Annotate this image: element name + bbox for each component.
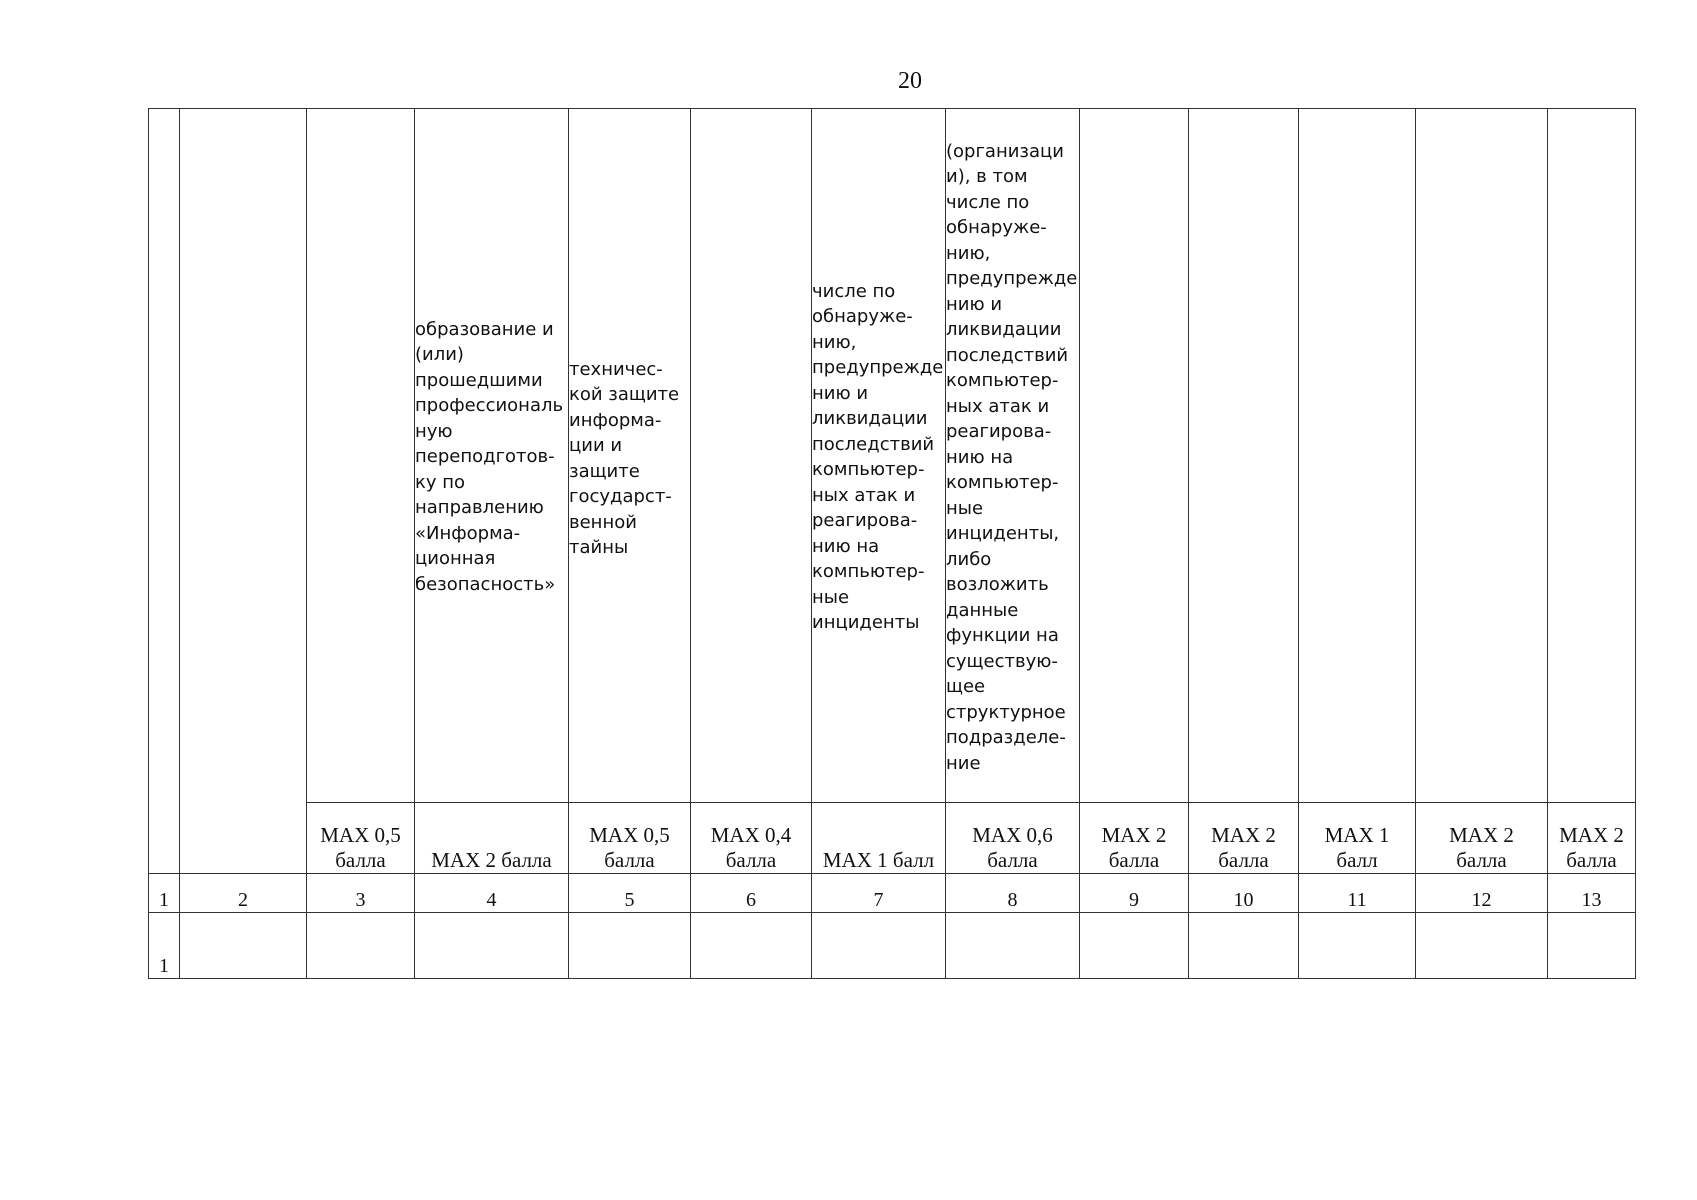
score-col13: MAX 2 балла [1548,802,1636,873]
criteria-table [148,108,1636,979]
column-number-7: 7 [812,873,946,912]
column-number-row [149,873,1636,912]
score-col10: MAX 2 балла [1189,802,1299,873]
column-number-2: 2 [180,873,307,912]
header-cell-col11 [1299,109,1416,803]
column-number-12: 12 [1416,873,1548,912]
score-col4: MAX 2 балла [415,802,569,873]
table-row [149,912,1636,978]
score-col11: MAX 1 балл [1299,802,1416,873]
header-cell-col5 [569,109,691,803]
header-cell-col3 [307,109,415,803]
column-number-13: 13 [1548,873,1636,912]
column-number-9: 9 [1080,873,1189,912]
data-cell-2 [180,912,307,978]
header-cell-col6 [691,109,812,803]
header-cell-col7 [812,109,946,803]
description-col7: числе по обнаруже- нию, предупрежде нию и ликвидации последствий компьютер- ных атак и реагирова- нию на компьютер- ные инциденты [812,280,944,633]
column-number-10: 10 [1189,873,1299,912]
score-col3: MAX 0,5 балла [307,802,415,873]
description-col8: (организаци и), в том числе по обнаруже- нию, предупрежде нию и ликвидации последствий компьютер- ных атак и реагирова- нию на компьютер- ные инциденты, либо возложить данные функции на существую- щее структурное подразделе- ние [946,140,1078,774]
column-number-3: 3 [307,873,415,912]
column-number-11: 11 [1299,873,1416,912]
page-number: 20 [898,68,922,94]
score-col6: MAX 0,4 балла [691,802,812,873]
score-col7: MAX 1 балл [812,802,946,873]
column-number-5: 5 [569,873,691,912]
header-cell-col12 [1416,109,1548,803]
data-cell-10 [1189,912,1299,978]
score-col9: MAX 2 балла [1080,802,1189,873]
data-cell-13 [1548,912,1636,978]
data-cell-4 [415,912,569,978]
header-cell-col9 [1080,109,1189,803]
data-cell-6 [691,912,812,978]
description-col5: техничес- кой защите информа- ции и защите государст- венной тайны [569,358,680,558]
score-col12: MAX 2 балла [1416,802,1548,873]
column-number-1: 1 [149,873,180,912]
data-cell-5 [569,912,691,978]
column-number-6: 6 [691,873,812,912]
score-col5: MAX 0,5 балла [569,802,691,873]
description-col4: образование и (или) прошедшими профессиональ ную переподготов- ку по направлению «Информа- ционная безопасность» [415,318,564,595]
score-col8: MAX 0,6 балла [946,802,1080,873]
data-cell-1: 1 [149,912,180,978]
data-cell-8 [946,912,1080,978]
data-cell-9 [1080,912,1189,978]
max-score-row [149,802,1636,873]
header-cell-col10 [1189,109,1299,803]
data-cell-12 [1416,912,1548,978]
header-cell-col4 [415,109,569,803]
column-number-8: 8 [946,873,1080,912]
data-cell-7 [812,912,946,978]
header-description-row [149,109,1636,803]
header-cell-col13 [1548,109,1636,803]
data-cell-11 [1299,912,1416,978]
header-cell-col2 [180,109,307,874]
data-cell-3 [307,912,415,978]
header-cell-col1 [149,109,180,874]
header-cell-col8 [946,109,1080,803]
column-number-4: 4 [415,873,569,912]
